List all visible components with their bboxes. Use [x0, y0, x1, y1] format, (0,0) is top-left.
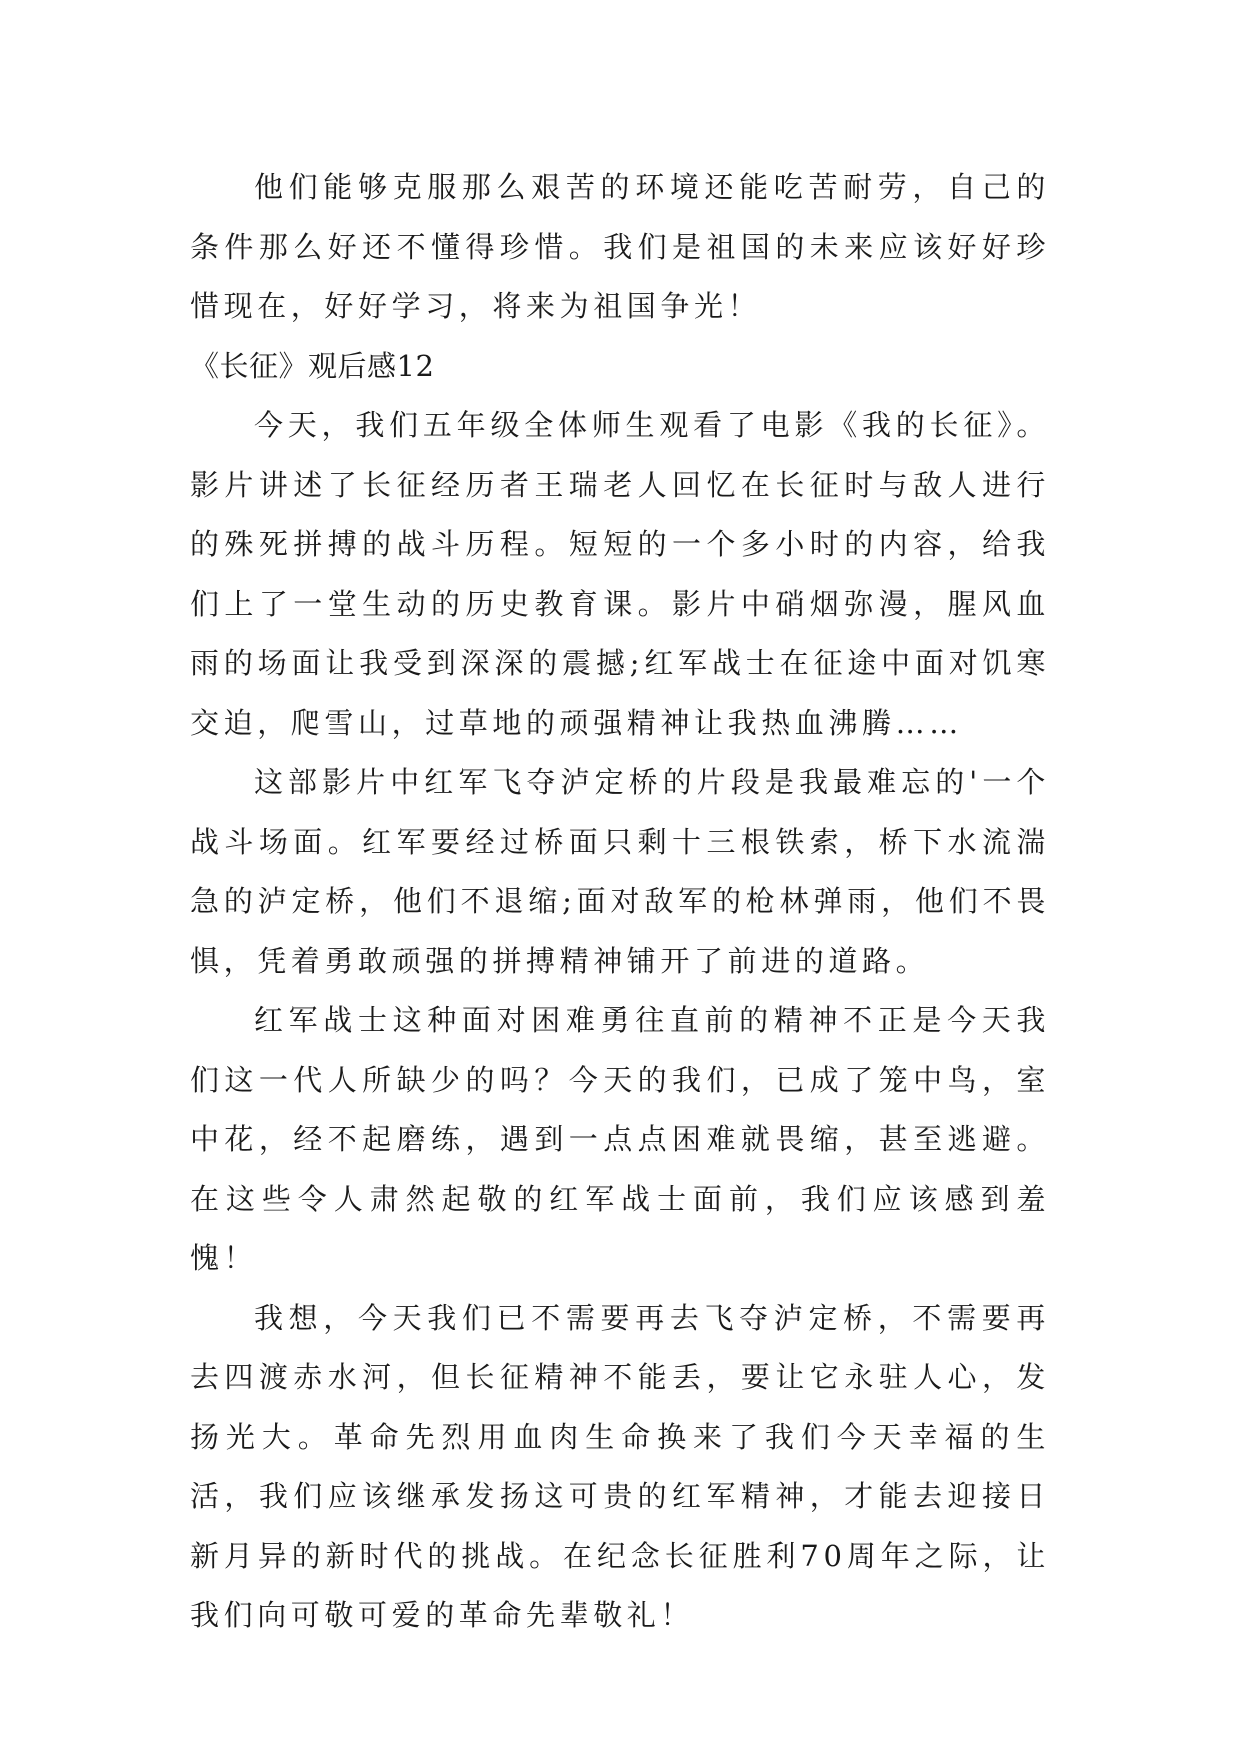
- paragraph-1: 今天，我们五年级全体师生观看了电影《我的长征》。影片讲述了长征经历者王瑞老人回忆在长征时与敌人进行的殊死拼搏的战斗历程。短短的一个多小时的内容，给我们上了一堂生动的历史教育课。影片中硝烟弥漫，腥风血雨的场面让我受到深深的震撼;红军战士在征途中面对饥寒交迫，爬雪山，过草地的顽强精神让我热血沸腾……: [190, 408, 1050, 740]
- paragraph-3: 红军战士这种面对困难勇往直前的精神不正是今天我们这一代人所缺少的吗？今天的我们，已成了笼中鸟，室中花，经不起磨练，遇到一点点困难就畏缩，甚至逃避。在这些令人肃然起敬的红军战士面前，我们应该感到羞愧！: [190, 1003, 1050, 1275]
- paragraph-2: 这部影片中红军飞夺泸定桥的片段是我最难忘的'一个战斗场面。红军要经过桥面只剩十三根铁索，桥下水流湍急的泸定桥，他们不退缩;面对敌军的枪林弹雨，他们不畏惧，凭着勇敢顽强的拼搏精神铺开了前进的道路。: [190, 765, 1050, 978]
- essay-heading: 《长征》观后感12: [190, 348, 435, 383]
- paragraph-4: 我想，今天我们已不需要再去飞夺泸定桥，不需要再去四渡赤水河，但长征精神不能丢，要让它永驻人心，发扬光大。革命先烈用血肉生命换来了我们今天幸福的生活，我们应该继承发扬这可贵的红军精神，才能去迎接日新月异的新时代的挑战。在纪念长征胜利70周年之际，让我们向可敬可爱的革命先辈敬礼！: [190, 1300, 1050, 1632]
- document-body: [190, 158, 1050, 1646]
- paragraph-previous: 他们能够克服那么艰苦的环境还能吃苦耐劳，自己的条件那么好还不懂得珍惜。我们是祖国的未来应该好好珍惜现在，好好学习，将来为祖国争光！: [190, 170, 1050, 323]
